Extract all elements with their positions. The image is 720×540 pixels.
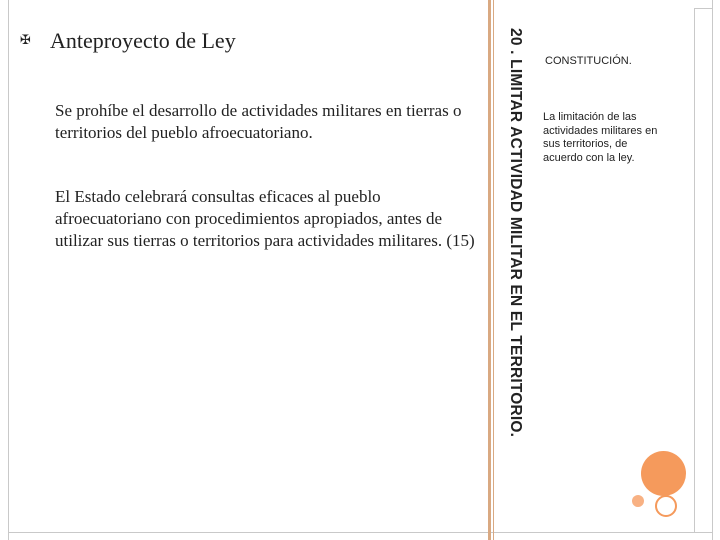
sidebar-text: La limitación de las actividades militares en sus territorios, de acuerdo con la ley.	[543, 111, 658, 164]
column-divider	[488, 0, 491, 540]
vertical-section-title: 20 . LIMITAR ACTIVIDAD MILITAR EN EL TERRITORIO.	[507, 28, 524, 438]
decorative-ring-circle	[655, 495, 677, 517]
frame-bottom-line	[8, 532, 712, 533]
frame-top-right-line	[694, 8, 712, 9]
frame-right-inner-line	[694, 8, 695, 532]
decorative-large-circle	[641, 451, 686, 496]
bullet-icon: ✠	[20, 33, 31, 48]
sidebar-heading: CONSTITUCIÓN.	[545, 55, 632, 67]
decorative-small-circle	[632, 495, 644, 507]
column-divider-thin	[493, 0, 494, 540]
paragraph-prohibition: Se prohíbe el desarrollo de actividades militares en tierras o territorios del pueblo afroecuatoriano.	[55, 101, 462, 142]
frame-left-line	[8, 0, 9, 540]
slide-title: Anteproyecto de Ley	[50, 28, 236, 53]
frame-right-outer-line	[712, 0, 713, 540]
paragraph-consultation: El Estado celebrará consultas eficaces al pueblo afroecuatoriano con procedimientos apropiados, antes de utilizar sus tierras o territorios para actividades militares. (15)	[55, 187, 475, 250]
